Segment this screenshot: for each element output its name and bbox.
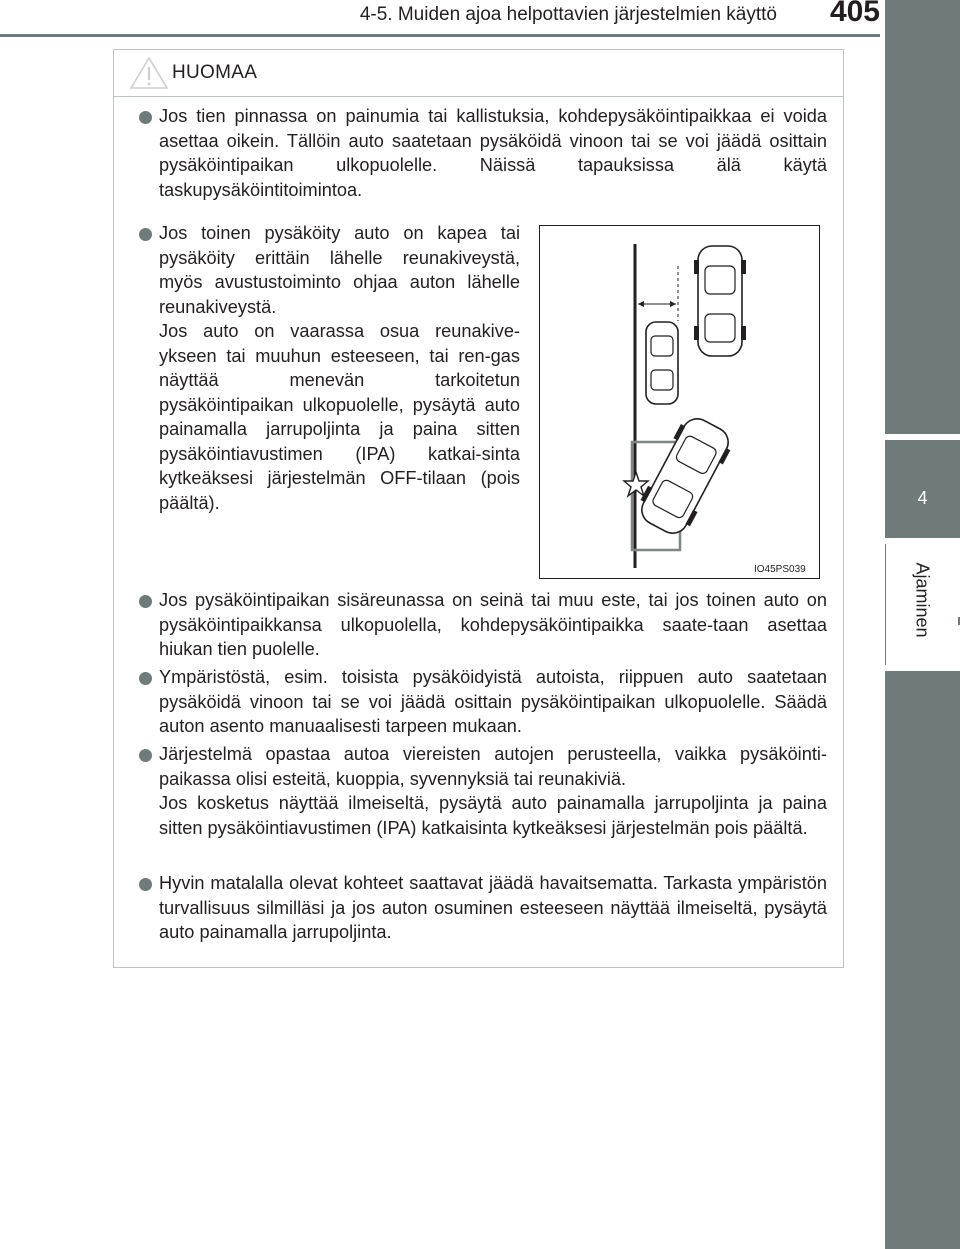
warning-triangle-icon xyxy=(129,56,169,90)
notice-bullet-3: Jos pysäköintipaikan sisäreunassa on seinä tai muu este, tai jos toinen auto on pysäköintipaikkansa ulkopuolella, kohdepysäköintipaikka saate-taan asettaa hiukan tien puolelle. xyxy=(159,590,827,659)
header-rule xyxy=(0,34,880,37)
side-tab-band xyxy=(885,0,960,434)
notice-bullet-5-continued: Jos kosketus näyttää ilmeiseltä, pysäytä auto painamalla jarrupoljinta ja paina sitten pysäköintiavustimen (IPA) katkaisinta kytkeäksesi järjestelmän pois päältä. xyxy=(159,793,827,838)
parking-diagram xyxy=(540,226,819,578)
notice-bullet-1: Jos tien pinnassa on painumia tai kallistuksia, kohdepysäköintipaikkaa ei voida asettaa oikein. Tällöin auto saatetaan pysäköidä vinoon tai se voi jäädä osittain pysäköintipaikan ulkopuolelle. Näissä tapauksissa älä käytä taskupysäköintitoimintoa. xyxy=(159,106,827,200)
notice-bullet-6: Hyvin matalalla olevat kohteet saattavat jäädä havaitsematta. Tarkasta ympäristön turvallisuus silmilläsi ja jos auton osuminen esteeseen näyttää ilmeiseltä, pysäytä auto painamalla jarrupoljinta. xyxy=(159,873,827,942)
chapter-number: 4 xyxy=(917,488,928,508)
chapter-side-tab xyxy=(885,0,960,1249)
bullet-dot xyxy=(139,595,152,608)
parked-car-small xyxy=(646,322,678,404)
bullet-dot xyxy=(139,111,152,124)
notice-bullet-5: Järjestelmä opastaa autoa viereisten autojen perusteella, vaikka pysäköinti-paikassa olisi esteitä, kuoppia, syvennyksiä tai reunakiviä. xyxy=(159,744,827,789)
section-title: 4-5. Muiden ajoa helpottavien järjestelmien käyttö xyxy=(359,4,777,25)
bullet-dot xyxy=(139,878,152,891)
figure-code: IO45PS039 xyxy=(754,564,806,575)
notice-title: HUOMAA xyxy=(172,62,258,83)
notice-bullet-2: Jos toinen pysäköity auto on kapea tai pysäköity erittäin lähelle reunakiveystä, myös avustustoiminto ohjaa auton lähelle reunakiveystä. xyxy=(159,223,520,317)
bullet-dot xyxy=(139,749,152,762)
notice-bullet-2-continued: Jos auto on vaarassa osua reunakive-ykseen tai muuhun esteeseen, tai ren-gas näyttää menevän tarkoitetun pysäköintipaikan ulkopuolelle, pysäytä auto painamalla jarrupoljinta ja paina sitten pysäköintiavustimen (IPA) katkai-sinta kytkeäksesi järjestelmän OFF-tilaan (pois päältä). xyxy=(159,321,520,513)
reversing-car xyxy=(633,412,737,541)
page-number: 405 xyxy=(829,0,880,28)
side-tab-band-bottom xyxy=(885,671,960,1249)
notice-bullet-4: Ympäristöstä, esim. toisista pysäköidyistä autoista, riippuen auto saatetaan pysäköidä vinoon tai se voi jäädä osittain pysäköintipaikan ulkopuolelle. Säädä auton asento manuaalisesti tarpeen mukaan. xyxy=(159,667,827,736)
parked-car-front xyxy=(694,246,746,356)
bullet-dot xyxy=(139,672,152,685)
bullet-dot xyxy=(139,228,152,241)
chapter-label: Ajaminen xyxy=(912,562,933,638)
parking-diagram-figure xyxy=(539,225,820,579)
notice-header xyxy=(114,50,843,97)
